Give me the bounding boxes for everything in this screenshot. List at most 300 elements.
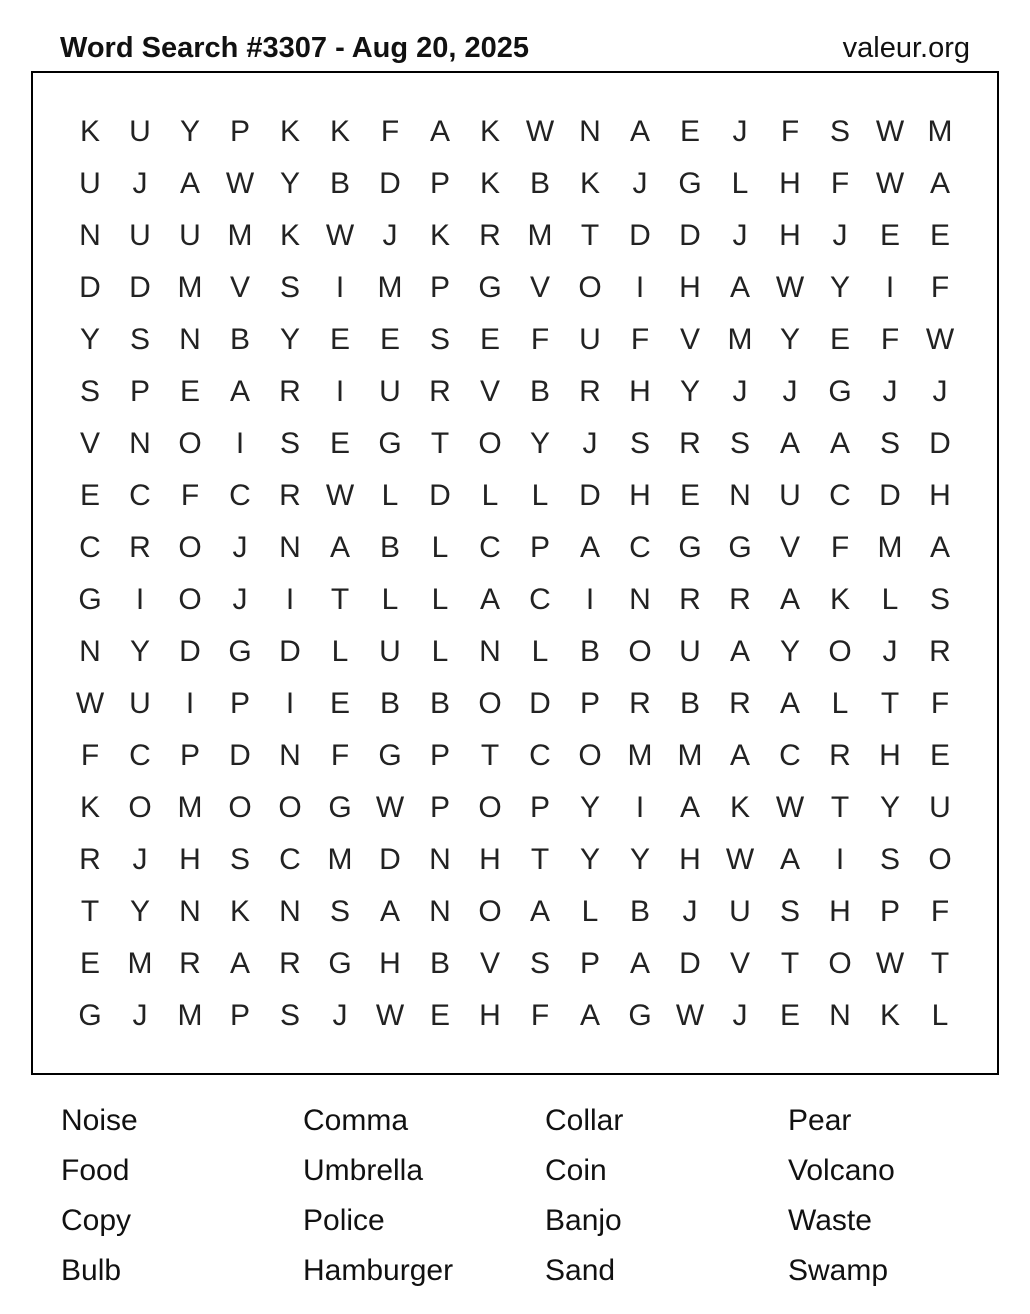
grid-letter[interactable]: Y — [579, 791, 600, 824]
grid-letter[interactable]: N — [729, 479, 751, 512]
grid-letter[interactable]: H — [179, 843, 201, 876]
grid-letter[interactable]: R — [729, 687, 751, 720]
grid-letter[interactable]: P — [429, 271, 450, 304]
grid-letter[interactable]: T — [530, 843, 550, 876]
grid-letter[interactable]: I — [835, 843, 845, 876]
grid-letter[interactable]: J — [682, 895, 698, 928]
grid-letter[interactable]: C — [629, 531, 651, 564]
grid-letter[interactable]: I — [885, 271, 895, 304]
grid-letter[interactable]: H — [379, 947, 401, 980]
grid-letter[interactable]: B — [329, 167, 350, 200]
grid-letter[interactable]: A — [779, 687, 800, 720]
grid-letter[interactable]: R — [729, 583, 751, 616]
grid-letter[interactable]: U — [179, 219, 201, 252]
grid-letter[interactable]: Y — [779, 635, 800, 668]
grid-letter[interactable]: A — [729, 635, 750, 668]
grid-letter[interactable]: S — [779, 895, 800, 928]
grid-letter[interactable]: K — [829, 583, 850, 616]
grid-letter[interactable]: O — [478, 791, 502, 824]
grid-letter[interactable]: Y — [129, 895, 150, 928]
grid-letter[interactable]: A — [379, 895, 400, 928]
grid-letter[interactable]: C — [479, 531, 501, 564]
grid-letter[interactable]: L — [831, 687, 849, 720]
grid-letter[interactable]: G — [378, 427, 402, 460]
grid-letter[interactable]: G — [328, 791, 352, 824]
grid-letter[interactable]: U — [929, 791, 951, 824]
grid-letter[interactable]: P — [429, 739, 450, 772]
grid-letter[interactable]: S — [879, 427, 900, 460]
grid-letter[interactable]: R — [479, 219, 501, 252]
grid-letter[interactable]: F — [880, 323, 900, 356]
grid-letter[interactable]: S — [879, 843, 900, 876]
grid-letter[interactable]: H — [629, 375, 651, 408]
grid-letter[interactable]: D — [679, 947, 701, 980]
grid-letter[interactable]: R — [279, 479, 301, 512]
grid-letter[interactable]: H — [679, 271, 701, 304]
grid-letter[interactable]: C — [129, 479, 151, 512]
grid-letter[interactable]: P — [229, 687, 250, 720]
grid-letter[interactable]: C — [79, 531, 101, 564]
grid-letter[interactable]: W — [775, 271, 805, 304]
grid-letter[interactable]: N — [79, 635, 101, 668]
grid-letter[interactable]: M — [927, 115, 953, 148]
grid-letter[interactable]: D — [379, 167, 401, 200]
grid-letter[interactable]: S — [729, 427, 750, 460]
grid-letter[interactable]: D — [629, 219, 651, 252]
grid-letter[interactable]: T — [80, 895, 100, 928]
grid-letter[interactable]: Y — [779, 323, 800, 356]
grid-letter[interactable]: P — [429, 791, 450, 824]
grid-letter[interactable]: T — [430, 427, 450, 460]
grid-letter[interactable]: N — [279, 739, 301, 772]
grid-letter[interactable]: A — [579, 531, 600, 564]
grid-letter[interactable]: T — [830, 791, 850, 824]
grid-letter[interactable]: S — [279, 999, 300, 1032]
grid-letter[interactable]: I — [285, 687, 295, 720]
grid-letter[interactable]: S — [279, 271, 300, 304]
grid-letter[interactable]: A — [629, 947, 650, 980]
grid-letter[interactable]: D — [129, 271, 151, 304]
grid-letter[interactable]: F — [330, 739, 350, 772]
grid-letter[interactable]: T — [330, 583, 350, 616]
grid-letter[interactable]: P — [229, 115, 250, 148]
grid-letter[interactable]: I — [285, 583, 295, 616]
grid-letter[interactable]: J — [382, 219, 398, 252]
grid-letter[interactable]: C — [529, 739, 551, 772]
grid-letter[interactable]: O — [128, 791, 152, 824]
grid-letter[interactable]: Y — [879, 791, 900, 824]
grid-letter[interactable]: F — [780, 115, 800, 148]
grid-letter[interactable]: N — [429, 895, 451, 928]
grid-letter[interactable]: H — [629, 479, 651, 512]
grid-letter[interactable]: Y — [79, 323, 100, 356]
grid-letter[interactable]: U — [129, 687, 151, 720]
grid-letter[interactable]: K — [479, 167, 500, 200]
grid-letter[interactable]: R — [579, 375, 601, 408]
grid-letter[interactable]: U — [379, 375, 401, 408]
grid-letter[interactable]: V — [529, 271, 550, 304]
grid-letter[interactable]: C — [229, 479, 251, 512]
grid-letter[interactable]: V — [479, 947, 500, 980]
grid-letter[interactable]: M — [377, 271, 403, 304]
grid-letter[interactable]: K — [479, 115, 500, 148]
grid-letter[interactable]: E — [329, 687, 350, 720]
grid-letter[interactable]: I — [635, 791, 645, 824]
grid-letter[interactable]: W — [675, 999, 705, 1032]
grid-letter[interactable]: L — [581, 895, 599, 928]
grid-letter[interactable]: H — [829, 895, 851, 928]
grid-letter[interactable]: F — [530, 999, 550, 1032]
grid-letter[interactable]: W — [225, 167, 255, 200]
grid-letter[interactable]: O — [828, 947, 852, 980]
grid-letter[interactable]: U — [129, 219, 151, 252]
grid-letter[interactable]: W — [375, 791, 405, 824]
grid-letter[interactable]: K — [879, 999, 900, 1032]
grid-letter[interactable]: L — [931, 999, 949, 1032]
grid-letter[interactable]: K — [729, 791, 750, 824]
grid-letter[interactable]: Y — [179, 115, 200, 148]
grid-letter[interactable]: W — [925, 323, 955, 356]
grid-letter[interactable]: K — [279, 115, 300, 148]
grid-letter[interactable]: K — [579, 167, 600, 200]
grid-letter[interactable]: S — [129, 323, 150, 356]
grid-letter[interactable]: T — [580, 219, 600, 252]
grid-letter[interactable]: M — [877, 531, 903, 564]
grid-letter[interactable]: T — [880, 687, 900, 720]
grid-letter[interactable]: F — [930, 271, 950, 304]
grid-letter[interactable]: A — [229, 947, 250, 980]
grid-letter[interactable]: O — [178, 583, 202, 616]
grid-letter[interactable]: A — [629, 115, 650, 148]
grid-letter[interactable]: J — [132, 843, 148, 876]
grid-letter[interactable]: G — [478, 271, 502, 304]
grid-letter[interactable]: K — [329, 115, 350, 148]
grid-letter[interactable]: B — [379, 531, 400, 564]
grid-letter[interactable]: O — [228, 791, 252, 824]
grid-letter[interactable]: P — [129, 375, 150, 408]
grid-letter[interactable]: D — [429, 479, 451, 512]
grid-letter[interactable]: R — [179, 947, 201, 980]
grid-letter[interactable]: J — [932, 375, 948, 408]
grid-letter[interactable]: W — [375, 999, 405, 1032]
grid-letter[interactable]: V — [779, 531, 800, 564]
grid-letter[interactable]: E — [929, 739, 950, 772]
grid-letter[interactable]: F — [930, 895, 950, 928]
grid-letter[interactable]: C — [529, 583, 551, 616]
grid-letter[interactable]: E — [879, 219, 900, 252]
grid-letter[interactable]: P — [429, 167, 450, 200]
grid-letter[interactable]: A — [579, 999, 600, 1032]
grid-letter[interactable]: A — [729, 271, 750, 304]
grid-letter[interactable]: A — [429, 115, 450, 148]
grid-letter[interactable]: B — [529, 167, 550, 200]
grid-letter[interactable]: R — [279, 375, 301, 408]
grid-letter[interactable]: O — [178, 531, 202, 564]
grid-letter[interactable]: I — [635, 271, 645, 304]
grid-letter[interactable]: M — [677, 739, 703, 772]
grid-letter[interactable]: O — [278, 791, 302, 824]
grid-letter[interactable]: G — [828, 375, 852, 408]
grid-letter[interactable]: D — [179, 635, 201, 668]
grid-letter[interactable]: E — [679, 479, 700, 512]
grid-letter[interactable]: E — [429, 999, 450, 1032]
grid-letter[interactable]: E — [779, 999, 800, 1032]
grid-letter[interactable]: C — [279, 843, 301, 876]
grid-letter[interactable]: Y — [629, 843, 650, 876]
grid-letter[interactable]: J — [732, 115, 748, 148]
grid-letter[interactable]: M — [177, 271, 203, 304]
grid-letter[interactable]: E — [329, 427, 350, 460]
grid-letter[interactable]: W — [875, 167, 905, 200]
grid-letter[interactable]: K — [429, 219, 450, 252]
grid-letter[interactable]: B — [579, 635, 600, 668]
grid-letter[interactable]: A — [679, 791, 700, 824]
grid-letter[interactable]: E — [379, 323, 400, 356]
grid-letter[interactable]: H — [929, 479, 951, 512]
grid-letter[interactable]: H — [779, 219, 801, 252]
grid-letter[interactable]: A — [479, 583, 500, 616]
grid-letter[interactable]: R — [129, 531, 151, 564]
grid-letter[interactable]: L — [431, 583, 449, 616]
grid-letter[interactable]: M — [327, 843, 353, 876]
grid-letter[interactable]: P — [229, 999, 250, 1032]
grid-letter[interactable]: B — [629, 895, 650, 928]
grid-letter[interactable]: S — [329, 895, 350, 928]
grid-letter[interactable]: Y — [279, 323, 300, 356]
grid-letter[interactable]: F — [380, 115, 400, 148]
grid-letter[interactable]: C — [129, 739, 151, 772]
grid-letter[interactable]: P — [579, 687, 600, 720]
grid-letter[interactable]: L — [331, 635, 349, 668]
grid-letter[interactable]: G — [678, 531, 702, 564]
grid-letter[interactable]: G — [628, 999, 652, 1032]
grid-letter[interactable]: I — [335, 375, 345, 408]
grid-letter[interactable]: S — [429, 323, 450, 356]
grid-letter[interactable]: C — [829, 479, 851, 512]
grid-letter[interactable]: V — [729, 947, 750, 980]
grid-letter[interactable]: Y — [829, 271, 850, 304]
grid-letter[interactable]: F — [180, 479, 200, 512]
grid-letter[interactable]: U — [679, 635, 701, 668]
grid-letter[interactable]: H — [479, 999, 501, 1032]
grid-letter[interactable]: L — [381, 583, 399, 616]
grid-letter[interactable]: O — [478, 687, 502, 720]
grid-letter[interactable]: L — [431, 531, 449, 564]
grid-letter[interactable]: U — [729, 895, 751, 928]
grid-letter[interactable]: J — [332, 999, 348, 1032]
grid-letter[interactable]: B — [229, 323, 250, 356]
grid-letter[interactable]: S — [79, 375, 100, 408]
grid-letter[interactable]: I — [335, 271, 345, 304]
grid-letter[interactable]: V — [79, 427, 100, 460]
grid-letter[interactable]: S — [829, 115, 850, 148]
grid-letter[interactable]: I — [585, 583, 595, 616]
grid-letter[interactable]: D — [579, 479, 601, 512]
grid-letter[interactable]: W — [875, 947, 905, 980]
grid-letter[interactable]: D — [229, 739, 251, 772]
grid-letter[interactable]: A — [829, 427, 850, 460]
grid-letter[interactable]: M — [177, 999, 203, 1032]
grid-letter[interactable]: J — [882, 375, 898, 408]
grid-letter[interactable]: E — [79, 947, 100, 980]
grid-letter[interactable]: T — [930, 947, 950, 980]
grid-letter[interactable]: N — [129, 427, 151, 460]
grid-letter[interactable]: A — [729, 739, 750, 772]
grid-letter[interactable]: U — [579, 323, 601, 356]
grid-letter[interactable]: D — [79, 271, 101, 304]
grid-letter[interactable]: W — [725, 843, 755, 876]
grid-letter[interactable]: F — [830, 167, 850, 200]
grid-letter[interactable]: A — [779, 843, 800, 876]
grid-letter[interactable]: B — [529, 375, 550, 408]
grid-letter[interactable]: M — [727, 323, 753, 356]
grid-letter[interactable]: W — [775, 791, 805, 824]
grid-letter[interactable]: N — [479, 635, 501, 668]
grid-letter[interactable]: P — [529, 531, 550, 564]
grid-letter[interactable]: G — [728, 531, 752, 564]
grid-letter[interactable]: W — [325, 479, 355, 512]
grid-letter[interactable]: Y — [679, 375, 700, 408]
grid-letter[interactable]: J — [232, 531, 248, 564]
grid-letter[interactable]: F — [530, 323, 550, 356]
grid-letter[interactable]: E — [479, 323, 500, 356]
grid-letter[interactable]: G — [328, 947, 352, 980]
grid-letter[interactable]: A — [329, 531, 350, 564]
grid-letter[interactable]: U — [129, 115, 151, 148]
grid-letter[interactable]: O — [478, 427, 502, 460]
grid-letter[interactable]: E — [329, 323, 350, 356]
grid-letter[interactable]: O — [478, 895, 502, 928]
grid-letter[interactable]: F — [830, 531, 850, 564]
grid-letter[interactable]: S — [629, 427, 650, 460]
grid-letter[interactable]: F — [930, 687, 950, 720]
grid-letter[interactable]: J — [782, 375, 798, 408]
grid-letter[interactable]: N — [579, 115, 601, 148]
grid-letter[interactable]: A — [929, 167, 950, 200]
grid-letter[interactable]: Y — [129, 635, 150, 668]
grid-letter[interactable]: W — [325, 219, 355, 252]
grid-letter[interactable]: D — [279, 635, 301, 668]
grid-letter[interactable]: L — [381, 479, 399, 512]
grid-letter[interactable]: W — [875, 115, 905, 148]
grid-letter[interactable]: P — [529, 791, 550, 824]
grid-letter[interactable]: N — [179, 895, 201, 928]
grid-letter[interactable]: N — [179, 323, 201, 356]
grid-letter[interactable]: N — [279, 895, 301, 928]
grid-letter[interactable]: R — [279, 947, 301, 980]
grid-letter[interactable]: Y — [529, 427, 550, 460]
grid-letter[interactable]: M — [177, 791, 203, 824]
grid-letter[interactable]: N — [629, 583, 651, 616]
grid-letter[interactable]: R — [79, 843, 101, 876]
grid-letter[interactable]: B — [679, 687, 700, 720]
grid-letter[interactable]: J — [232, 583, 248, 616]
grid-letter[interactable]: I — [135, 583, 145, 616]
grid-letter[interactable]: Y — [279, 167, 300, 200]
grid-letter[interactable]: N — [79, 219, 101, 252]
grid-letter[interactable]: H — [779, 167, 801, 200]
grid-letter[interactable]: L — [881, 583, 899, 616]
grid-letter[interactable]: E — [829, 323, 850, 356]
grid-letter[interactable]: P — [179, 739, 200, 772]
grid-letter[interactable]: R — [429, 375, 451, 408]
grid-letter[interactable]: H — [879, 739, 901, 772]
grid-letter[interactable]: O — [178, 427, 202, 460]
grid-letter[interactable]: G — [228, 635, 252, 668]
grid-letter[interactable]: J — [832, 219, 848, 252]
grid-letter[interactable]: K — [79, 791, 100, 824]
grid-letter[interactable]: U — [379, 635, 401, 668]
grid-letter[interactable]: Y — [579, 843, 600, 876]
grid-letter[interactable]: D — [529, 687, 551, 720]
grid-letter[interactable]: R — [679, 427, 701, 460]
grid-letter[interactable]: K — [79, 115, 100, 148]
grid-letter[interactable]: S — [529, 947, 550, 980]
grid-letter[interactable]: D — [879, 479, 901, 512]
grid-letter[interactable]: G — [678, 167, 702, 200]
grid-letter[interactable]: T — [480, 739, 500, 772]
grid-letter[interactable]: O — [628, 635, 652, 668]
grid-letter[interactable]: L — [431, 635, 449, 668]
grid-letter[interactable]: D — [679, 219, 701, 252]
grid-letter[interactable]: J — [732, 375, 748, 408]
grid-letter[interactable]: M — [527, 219, 553, 252]
grid-letter[interactable]: O — [578, 271, 602, 304]
grid-letter[interactable]: N — [829, 999, 851, 1032]
grid-letter[interactable]: L — [531, 479, 549, 512]
grid-letter[interactable]: B — [429, 687, 450, 720]
grid-letter[interactable]: R — [929, 635, 951, 668]
grid-letter[interactable]: J — [132, 167, 148, 200]
grid-letter[interactable]: P — [879, 895, 900, 928]
grid-letter[interactable]: E — [179, 375, 200, 408]
grid-letter[interactable]: B — [379, 687, 400, 720]
grid-letter[interactable]: M — [127, 947, 153, 980]
grid-letter[interactable]: G — [78, 999, 102, 1032]
grid-letter[interactable]: V — [679, 323, 700, 356]
grid-letter[interactable]: A — [929, 531, 950, 564]
grid-letter[interactable]: E — [929, 219, 950, 252]
grid-letter[interactable]: N — [429, 843, 451, 876]
grid-letter[interactable]: J — [882, 635, 898, 668]
grid-letter[interactable]: F — [80, 739, 100, 772]
grid-letter[interactable]: M — [627, 739, 653, 772]
grid-letter[interactable]: S — [929, 583, 950, 616]
grid-letter[interactable]: J — [632, 167, 648, 200]
grid-letter[interactable]: B — [429, 947, 450, 980]
grid-letter[interactable]: L — [481, 479, 499, 512]
grid-letter[interactable]: U — [79, 167, 101, 200]
grid-letter[interactable]: P — [579, 947, 600, 980]
grid-letter[interactable]: U — [779, 479, 801, 512]
grid-letter[interactable]: S — [229, 843, 250, 876]
grid-letter[interactable]: W — [525, 115, 555, 148]
grid-letter[interactable]: W — [75, 687, 105, 720]
grid-letter[interactable]: E — [679, 115, 700, 148]
grid-letter[interactable]: C — [779, 739, 801, 772]
grid-letter[interactable]: V — [229, 271, 250, 304]
grid-letter[interactable]: A — [529, 895, 550, 928]
grid-letter[interactable]: J — [132, 999, 148, 1032]
grid-letter[interactable]: R — [629, 687, 651, 720]
grid-letter[interactable]: T — [780, 947, 800, 980]
grid-letter[interactable]: I — [235, 427, 245, 460]
grid-letter[interactable]: A — [779, 427, 800, 460]
grid-letter[interactable]: J — [732, 999, 748, 1032]
grid-letter[interactable]: R — [829, 739, 851, 772]
grid-letter[interactable]: N — [279, 531, 301, 564]
grid-letter[interactable]: E — [79, 479, 100, 512]
